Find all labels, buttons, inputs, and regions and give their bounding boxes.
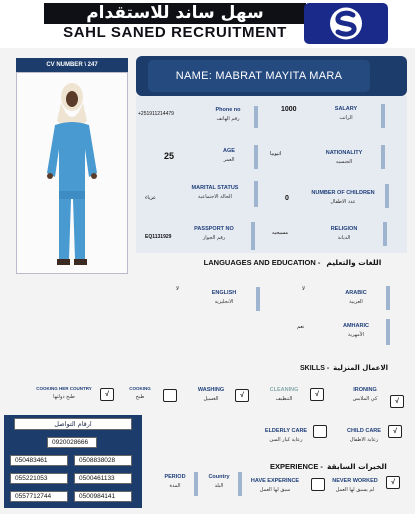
languages-section-title: LANGUAGES AND EDUCATION - اللغات والتعليم (203, 258, 382, 267)
candidate-name: NAME: MABRAT MAYITA MARA (148, 60, 370, 92)
washing-label: WASHING الغسيل (197, 387, 225, 403)
brand-arabic-name: سهل ساند للاستقدام (44, 3, 306, 24)
have-experience-checkbox[interactable] (311, 478, 325, 491)
amharic-divider (386, 319, 390, 345)
cv-number-label: CV NUMBER \ 247 (16, 58, 128, 72)
english-label: ENGLISH الانجليزية (211, 290, 237, 306)
marital-divider (254, 181, 258, 207)
contact-number: 0557712744 (10, 491, 68, 502)
phone-divider (254, 106, 258, 128)
phone-label: Phone no رقم الهاتف (215, 107, 241, 123)
elderly-care-checkbox[interactable] (313, 425, 327, 438)
period-label: PERIOD المدة (164, 474, 186, 490)
country-divider (238, 472, 242, 496)
company-logo-icon (304, 3, 388, 44)
contact-number: 050483461 (10, 455, 68, 466)
children-divider (385, 184, 389, 208)
age-value: 25 (164, 151, 175, 161)
skills-section-title: SKILLS - الاعمال المنزلية (300, 364, 389, 372)
cleaning-label: CLEANING التنظيف (269, 387, 299, 403)
cooking-home-label: COOKING HER COUNTRY طبخ دولتها (36, 386, 92, 400)
contact-title: ارقام التواصل (14, 418, 132, 430)
nationality-label: NATIONALITY الجنسيه (325, 150, 363, 166)
ironing-label: IRONING كي الملابس (352, 387, 378, 403)
child-care-checkbox[interactable]: √ (388, 425, 402, 438)
passport-value: EQ1131929 (145, 234, 172, 240)
nationality-divider (381, 145, 385, 169)
candidate-photo (16, 72, 128, 274)
never-worked-label: NEVER WORKED لم يسبق لها العمل (332, 478, 378, 494)
person-figure-icon (17, 73, 127, 273)
children-value: 0 (285, 195, 289, 202)
amharic-label: AMHARIC الأمهرية (343, 323, 369, 339)
religion-label: RELIGION الديانة (330, 226, 358, 242)
cooking-label: COOKING طبخ (129, 386, 151, 400)
contact-number: 0920028666 (47, 437, 97, 448)
contact-number: 0500461133 (74, 473, 132, 484)
phone-value: +251911214479 (138, 111, 174, 117)
brand-english-name: SAHL SANED RECRUITMENT (63, 24, 287, 41)
cooking-checkbox[interactable] (163, 389, 177, 402)
child-care-label: CHILD CARE رعاية الاطفال (347, 428, 381, 444)
contact-number: 0508838028 (74, 455, 132, 466)
amharic-value: نعم (297, 324, 305, 330)
washing-checkbox[interactable]: √ (235, 389, 249, 402)
country-label: Country البلد (208, 474, 230, 490)
english-divider (256, 287, 260, 311)
arabic-value: لا (302, 286, 305, 292)
name-banner (136, 56, 407, 96)
passport-divider (251, 222, 255, 250)
age-label: AGE العمر (223, 148, 235, 164)
contact-numbers-panel (4, 415, 142, 508)
arabic-divider (386, 286, 390, 310)
english-value: لا (176, 286, 179, 292)
passport-label: PASSPORT NO رقم الجواز (194, 226, 234, 242)
marital-label: MARITAL STATUS الحالة الاجتماعية (191, 185, 239, 201)
religion-value: مسيحيه (272, 230, 289, 236)
salary-divider (381, 104, 385, 128)
experience-section-title: EXPERIENCE - الخبرات السابقة (270, 462, 387, 471)
arabic-label: ARABIC العربية (345, 290, 367, 306)
never-worked-checkbox[interactable]: √ (386, 476, 400, 489)
age-divider (254, 145, 258, 169)
period-divider (194, 472, 198, 496)
contact-number: 055221053 (10, 473, 68, 484)
salary-label: SALARY الراتب (334, 106, 358, 122)
cleaning-checkbox[interactable]: √ (310, 388, 324, 401)
contact-number: 0500984141 (74, 491, 132, 502)
have-experience-label: HAVE EXPERINCE سبق لها العمل (250, 478, 300, 494)
marital-value: عزباء (145, 195, 157, 201)
salary-value: 1000 (281, 106, 297, 113)
cooking-home-checkbox[interactable]: √ (100, 388, 114, 401)
children-label: NUMBER OF CHILDREN عدد الاطفال (311, 190, 375, 206)
elderly-care-label: ELDERLY CARE رعاية كبار السن (264, 428, 308, 444)
nationality-value: اثيوبيا (270, 151, 282, 157)
footer-band (0, 514, 415, 532)
ironing-checkbox[interactable]: √ (390, 395, 404, 408)
religion-divider (383, 222, 387, 246)
